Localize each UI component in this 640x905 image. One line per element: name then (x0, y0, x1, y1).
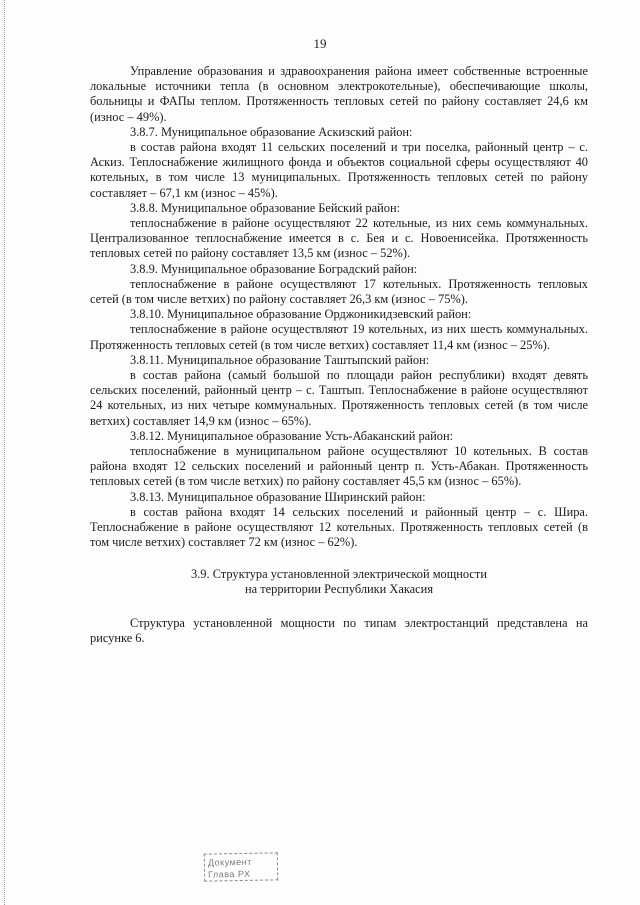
paragraph: теплоснабжение в муниципальном районе осуществляют 10 котельных. В состав района входят 12 сельских поселений и районный центр п. Усть-Абакан. Протяженность тепловых сетей (в том числе ветхих) по району составляет 45,5 км (износ – 65%). (90, 444, 588, 489)
subsection-heading: 3.8.8. Муниципальное образование Бейский район: (130, 200, 401, 215)
section-title-line: 3.9. Структура установленной электрической мощности (191, 566, 487, 581)
subsection-heading: 3.8.11. Муниципальное образование Таштыпский район: (130, 352, 430, 367)
paragraph: Управление образования и здравоохранения района имеет собственные встроенные локальные источники тепла (в основном электрокотельные), обеспечивающие школы, больницы и ФАПы теплом. Протяженность тепловых сетей по району составляет 24,6 км (износ – 49%). (90, 64, 588, 124)
subsection-heading: 3.8.9. Муниципальное образование Боградский район: (130, 261, 418, 276)
subsection-heading: 3.8.7. Муниципальное образование Аскизский район: (130, 124, 413, 139)
subsection-heading: 3.8.13. Муниципальное образование Ширинский район: (130, 489, 426, 504)
section-title (90, 567, 588, 598)
page-number: 19 (313, 36, 327, 51)
paragraph: теплоснабжение в районе осуществляют 17 котельных. Протяженность тепловых сетей (в том числе ветхих) по району составляет 26,3 км (износ – 75%). (90, 276, 588, 307)
section-title-line: на территории Республики Хакасия (244, 582, 434, 596)
paragraph: в состав района входят 11 сельских поселений и три поселка, районный центр – с. Аскиз. Теплоснабжение жилищного фонда и объектов социальной сферы осуществляют 40 котельных, в том числе 13 муниципальных. Протяженность тепловых сетей по району составляет – 67,1 км (износ – 45%). (90, 140, 588, 200)
subsection-heading: 3.8.10. Муниципальное образование Орджоникидзевский район: (130, 307, 472, 322)
paragraph: теплоснабжение в районе осуществляют 22 котельные, из них семь коммунальных. Централизованное теплоснабжение имеется в с. Бея и с. Новоенисейка. Протяженность тепловых сетей по району составляет 13,5 км (износ – 52%). (90, 216, 588, 261)
stamp-line: Глава РХ (208, 868, 251, 880)
document-body (90, 64, 588, 646)
page-edge (4, 0, 5, 905)
paragraph: в состав района входят 14 сельских поселений и районный центр – с. Шира. Теплоснабжение в районе осуществляют 12 котельных. Протяженность тепловых сетей (в том числе ветхих) составляет 72 км (износ – 62%). (90, 504, 588, 550)
subsection-heading: 3.8.12. Муниципальное образование Усть-Абаканский район: (130, 428, 454, 443)
paragraph: в состав района (самый большой по площади район республики) входят девять сельских поселений, районный центр – с. Таштып. Теплоснабжение в районе осуществляют 24 котельных, из них четыре коммунальных. Протяженность тепловых сетей (в том числе ветхих) составляет 14,9 км (износ – 65%). (90, 368, 588, 428)
document-stamp (204, 852, 278, 881)
paragraph: теплоснабжение в районе осуществляют 19 котельных, из них шесть коммунальных. Протяженность тепловых сетей (в том числе ветхих) составляет 11,4 км (износ – 25%). (90, 322, 588, 352)
closing-paragraph: Структура установленной мощности по типам электростанций представлена на рисунке 6. (90, 615, 588, 645)
stamp-line: Документ (207, 856, 252, 868)
